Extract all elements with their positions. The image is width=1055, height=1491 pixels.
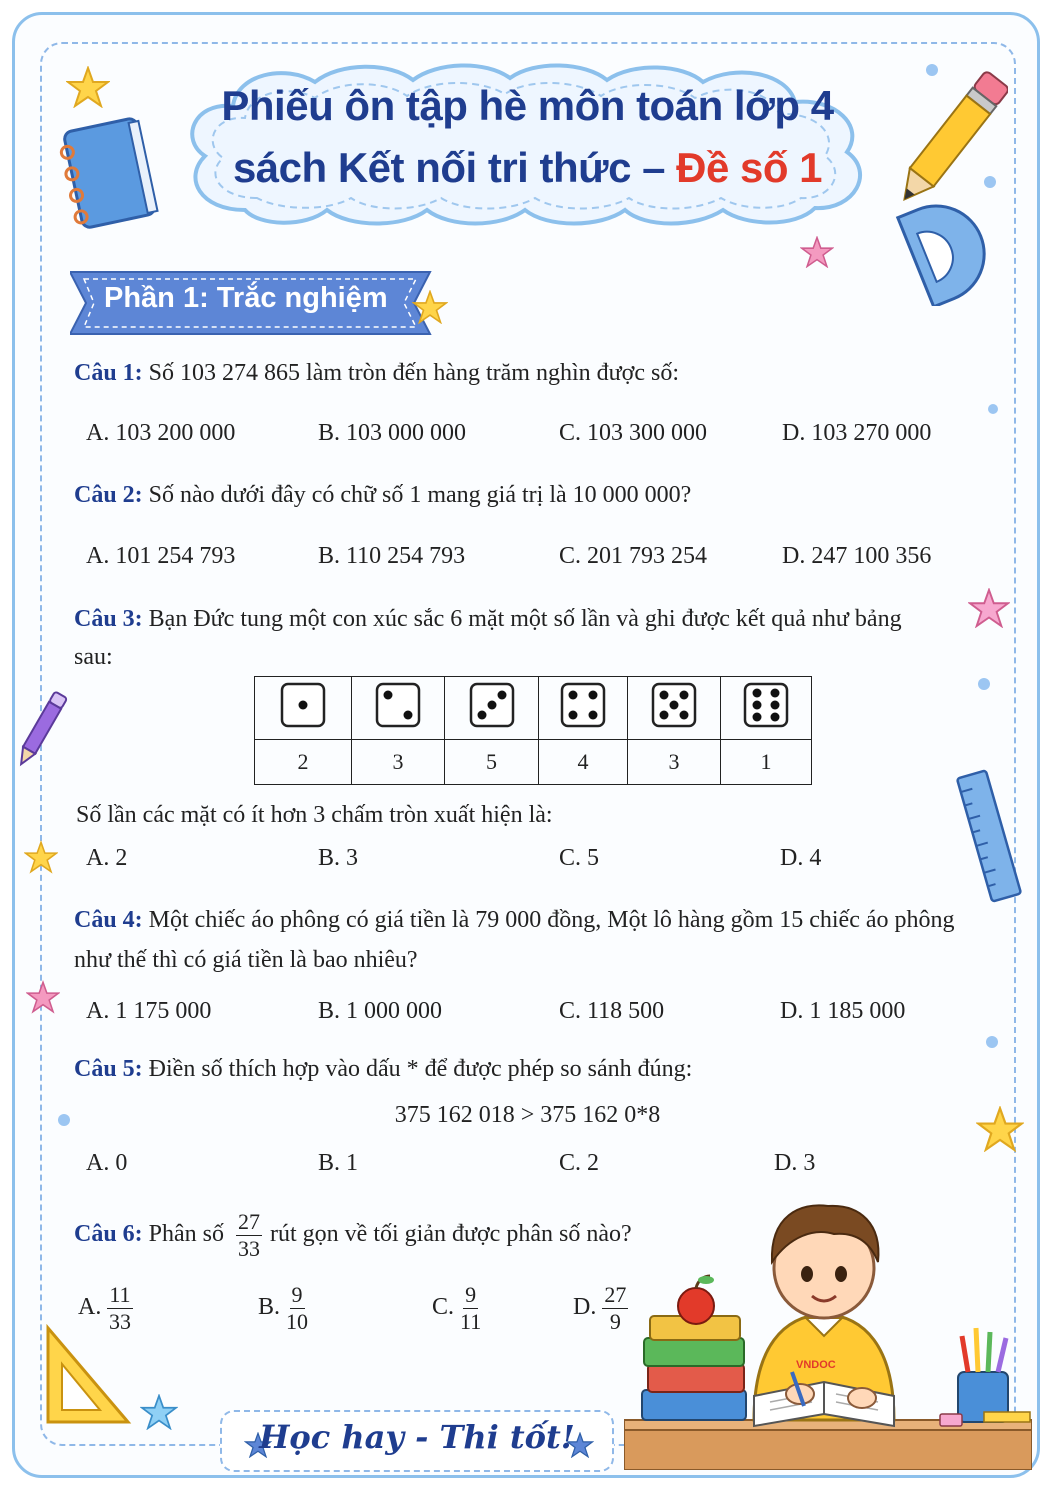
ruler-icon (952, 768, 1026, 904)
question-label: Câu 4: (74, 907, 143, 933)
q2-option-c[interactable]: C. 201 793 254 (559, 543, 708, 569)
fraction-denominator: 11 (460, 1309, 482, 1334)
dice-face-1-icon (255, 677, 352, 740)
q2-option-d[interactable]: D. 247 100 356 (782, 543, 932, 569)
purple-pencil-icon (14, 688, 70, 772)
dice-face-2-icon (352, 677, 445, 740)
title-line-1: Phiếu ôn tập hè môn toán lớp 4 (221, 82, 834, 129)
dice-count-3: 5 (445, 740, 539, 785)
decor-dot (986, 1036, 998, 1048)
q1-option-b[interactable]: B. 103 000 000 (318, 420, 467, 446)
fraction-numerator: 27 (604, 1282, 627, 1307)
question-1 (74, 354, 954, 392)
question-label: Câu 2: (74, 482, 143, 508)
q3-option-b[interactable]: B. 3 (318, 845, 359, 871)
fraction-numerator: 11 (109, 1282, 131, 1307)
question-text: Bạn Đức tung một con xúc sắc 6 mặt một số lần và ghi được kết quả như bảng sau: (74, 606, 902, 670)
decor-dot (978, 678, 990, 690)
dice-count-6: 1 (721, 740, 812, 785)
question-3 (74, 600, 944, 676)
star-icon (976, 1106, 1024, 1152)
question-4 (74, 900, 959, 980)
set-square-icon (40, 1322, 136, 1430)
q3-prompt: Số lần các mặt có ít hơn 3 chấm tròn xuất hiện là: (76, 802, 553, 828)
option-letter: C. (432, 1294, 455, 1321)
q6-fraction (236, 1209, 262, 1262)
shirt-logo: VNDOC (796, 1359, 836, 1371)
fraction-denominator: 33 (108, 1309, 131, 1334)
section-title: Phần 1: Trắc nghiệm (104, 282, 388, 314)
q5-option-c[interactable]: C. 2 (559, 1150, 600, 1176)
q4-option-b[interactable]: B. 1 000 000 (318, 998, 443, 1024)
option-fraction (286, 1282, 308, 1335)
dice-results-table (254, 676, 812, 785)
star-icon (26, 980, 60, 1014)
question-text-after: rút gọn về tối giản được phân số nào? (270, 1221, 632, 1247)
dice-face-5-icon (628, 677, 721, 740)
q1-option-d[interactable]: D. 103 270 000 (782, 420, 932, 446)
q4-option-c[interactable]: C. 118 500 (559, 998, 665, 1024)
question-text: Một chiếc áo phông có giá tiền là 79 000 đồng, Một lô hàng gồm 15 chiếc áo phông như thế thì có giá tiền là bao nhiêu? (74, 907, 955, 973)
footer-slogan: Học hay - Thi tốt! (259, 1418, 575, 1456)
question-5 (74, 1050, 954, 1088)
decor-dot (58, 1114, 70, 1126)
question-label: Câu 1: (74, 360, 143, 386)
star-icon (968, 588, 1010, 628)
question-2 (74, 476, 954, 514)
fraction-denominator: 9 (609, 1309, 621, 1334)
q4-option-a[interactable]: A. 1 175 000 (86, 998, 212, 1024)
question-text: Số nào dưới đây có chữ số 1 mang giá trị là 10 000 000? (142, 482, 692, 508)
dice-count-1: 2 (255, 740, 352, 785)
q5-option-b[interactable]: B. 1 (318, 1150, 359, 1176)
fraction-numerator: 9 (465, 1282, 477, 1307)
q6-option-d[interactable] (573, 1282, 628, 1335)
title-exam-number: Đề số 1 (676, 144, 823, 191)
q3-option-a[interactable]: A. 2 (86, 845, 128, 871)
decor-dot (988, 404, 998, 414)
notebook-icon (55, 110, 165, 240)
dice-count-5: 3 (628, 740, 721, 785)
q1-option-a[interactable]: A. 103 200 000 (86, 420, 236, 446)
protractor-icon (895, 190, 1007, 306)
star-icon (800, 236, 834, 268)
question-label: Câu 3: (74, 606, 143, 632)
decor-dot (926, 64, 938, 76)
question-text: Điền số thích hợp vào dấu * để được phép so sánh đúng: (142, 1056, 693, 1082)
question-text: Phân số (142, 1221, 225, 1247)
fraction-denominator: 10 (286, 1309, 309, 1334)
option-letter: D. (573, 1294, 597, 1321)
q3-option-d[interactable]: D. 4 (780, 845, 822, 871)
q5-option-d[interactable]: D. 3 (774, 1150, 816, 1176)
option-fraction (460, 1282, 481, 1335)
dice-count-4: 4 (539, 740, 628, 785)
option-letter: B. (258, 1294, 281, 1321)
question-text: Số 103 274 865 làm tròn đến hàng trăm nghìn được số: (142, 360, 679, 386)
fraction-numerator: 27 (238, 1208, 261, 1234)
q5-option-a[interactable]: A. 0 (86, 1150, 128, 1176)
question-label: Câu 6: (74, 1221, 143, 1247)
fraction-numerator: 9 (291, 1282, 303, 1307)
dice-face-3-icon (445, 677, 539, 740)
dice-face-4-icon (539, 677, 628, 740)
dice-face-6-icon (721, 677, 812, 740)
q5-expression: 375 162 018 > 375 162 0*8 (394, 1102, 661, 1128)
title-line-2-main: sách Kết nối tri thức – (232, 144, 677, 191)
star-icon (66, 66, 110, 108)
q2-option-b[interactable]: B. 110 254 793 (318, 543, 466, 569)
q4-option-d[interactable]: D. 1 185 000 (780, 998, 906, 1024)
option-letter: A. (78, 1294, 102, 1321)
fraction-denominator: 33 (238, 1235, 261, 1261)
star-icon (412, 290, 448, 324)
decor-dot (984, 176, 996, 188)
question-label: Câu 5: (74, 1056, 143, 1082)
q1-option-c[interactable]: C. 103 300 000 (559, 420, 708, 446)
q2-option-a[interactable]: A. 101 254 793 (86, 543, 236, 569)
q3-option-c[interactable]: C. 5 (559, 845, 600, 871)
dice-count-2: 3 (352, 740, 445, 785)
q6-option-b[interactable] (258, 1282, 308, 1335)
star-icon (24, 840, 58, 874)
q6-option-c[interactable] (432, 1282, 481, 1335)
